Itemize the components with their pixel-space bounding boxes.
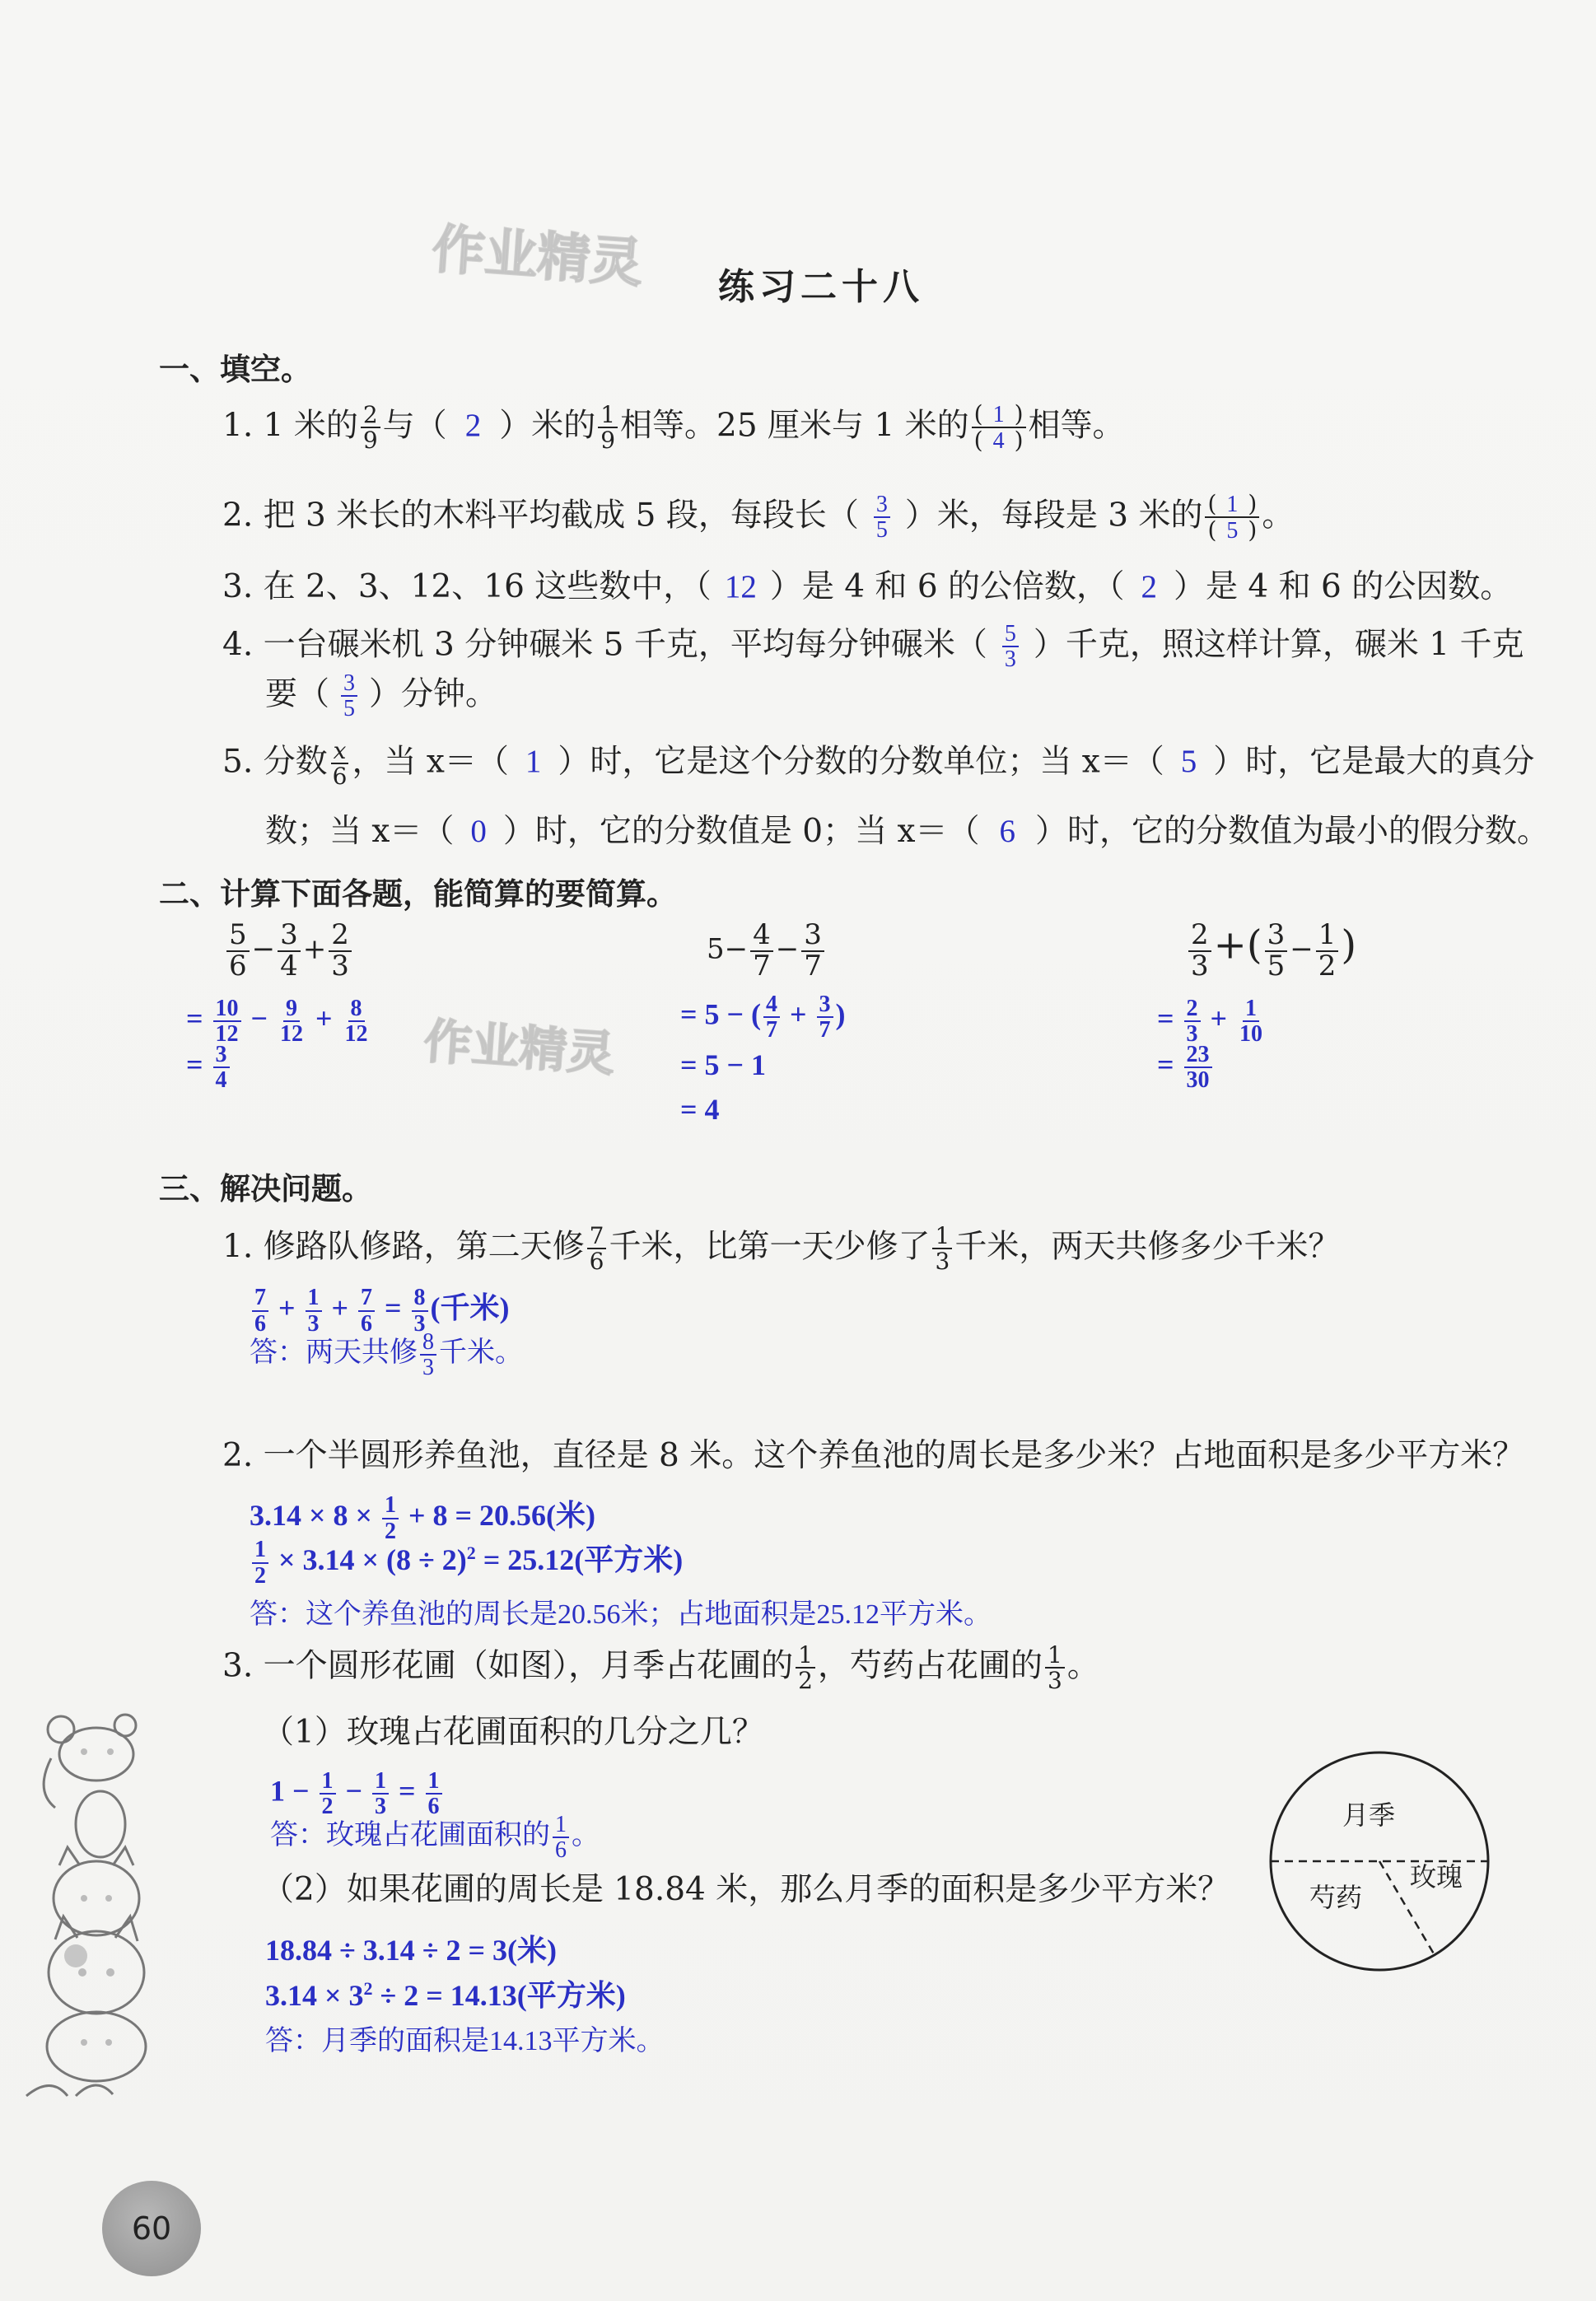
problem-3-sub-1-solution: 1 − $\frac{1}{2}$ − $\frac{1}{3}$ = $\frac{1}{6}$ [270, 1769, 445, 1819]
answer: $\frac{5}{3}$ [1002, 622, 1019, 672]
page-number: 60 [102, 2181, 201, 2276]
calc-1-step-1: = $\frac{10}{12}$ − $\frac{9}{12}$ + $\frac{8}{12}$ [186, 996, 368, 1048]
fill-question-4-line2: 要（ $\frac{3}{5}$ ）分钟。 [265, 670, 498, 722]
label-yueji: 月季 [1342, 1799, 1396, 1831]
answer: $\frac{3}{5}$ [874, 492, 890, 543]
problem-2-text: 2. 一个半圆形养鱼池，直径是 8 米。这个养鱼池的周长是多少米？占地面积是多少平方米？ [222, 1437, 1525, 1474]
calc-3-step-1: = $\frac{2}{3}$ + $\frac{1}{10}$ [1157, 996, 1263, 1048]
answer: 5 [1226, 518, 1239, 544]
problem-2-solution-2: $\frac{1}{2}$ × $3.14 \times (8 \div 2)^2 = 25.12$(平方米) [250, 1537, 683, 1588]
answer: 1 [992, 402, 1005, 427]
fill-question-5-line2: 数；当 x＝（ 0 ）时，它的分数值是 0；当 x＝（ 6 ）时，它的分数值为最小的假分数。 [265, 813, 1550, 850]
problem-3-sub-2-answer: 答：月季的面积是14.13平方米。 [265, 2026, 665, 2056]
problem-1-solution: $\frac{7}{6}$ + $\frac{1}{3}$ + $\frac{7}{6}$ = $\frac{8}{3}$ (千米) [250, 1285, 510, 1336]
calc-expression-1: $\frac{5}{6}$ − $\frac{3}{4}$ + $\frac{2}{3}$ [224, 921, 354, 981]
answer: 2 [1141, 569, 1158, 604]
section-heading-calculation: 二、计算下面各题，能简算的要简算。 [159, 876, 677, 912]
calc-1-step-2: = $\frac{3}{4}$ [186, 1043, 232, 1093]
problem-3-sub-1: （1）玫瑰占花圃面积的几分之几？ [262, 1714, 764, 1751]
problem-3-sub-2-solution-1: 18.84 ÷ 3.14 ÷ 2 = 3(米) [265, 1934, 558, 1967]
problem-2-answer: 答：这个养鱼池的周长是20.56米；占地面积是25.12平方米。 [250, 1599, 992, 1630]
calc-expression-2: 5− $\frac{4}{7}$ − $\frac{3}{7}$ [707, 921, 827, 981]
answer: 6 [999, 814, 1016, 849]
answer: 5 [1180, 744, 1197, 780]
problem-2-solution-1: 3.14 × 8 × $\frac{1}{2}$ + 8 = 20.56(米) [250, 1492, 596, 1544]
calc-2-step-1: = 5 − ( $\frac{4}{7}$ + $\frac{3}{7}$ ) [680, 992, 846, 1043]
calc-2-step-3: = 4 [680, 1093, 720, 1126]
fill-question-1: 1. 1 米的 $\frac{2}{9}$ 与（ 2 ）米的 $\frac{1}{9}$ 相等。25 厘米与 1 米的 $\frac{( 1 )}{( 4 )}$ 相等。 [222, 400, 1125, 455]
section-heading-fill-blanks: 一、填空。 [159, 352, 311, 387]
flower-bed-diagram [1260, 1742, 1499, 1981]
calc-3-step-2: = $\frac{23}{30}$ [1157, 1043, 1215, 1093]
label-meigui: 玫瑰 [1410, 1861, 1463, 1893]
problem-3-sub-2-solution-2: $3.14 \times 3^2 \div 2 = 14.13$(平方米) [265, 1978, 626, 2012]
answer: 1 [525, 744, 542, 780]
problem-3-sub-2: （2）如果花圃的周长是 18.84 米，那么月季的面积是多少平方米？ [262, 1871, 1230, 1908]
answer: 0 [470, 814, 487, 849]
label-shaoyao: 芍药 [1309, 1882, 1363, 1913]
problem-3-text: 3. 一个圆形花圃（如图），月季占花圃的 $\frac{1}{2}$ ，芍药占花圃的 $\frac{1}{3}$ 。 [222, 1641, 1099, 1695]
answer: $\frac{3}{5}$ [341, 671, 357, 721]
answer: 2 [464, 408, 482, 444]
page-title: 练习二十八 [718, 266, 924, 308]
fill-question-3: 3. 在 2、3、12、16 这些数中，（ 12 ）是 4 和 6 的公倍数，（ 2 ）是 4 和 6 的公因数。 [222, 568, 1513, 605]
problem-1-answer: 答：两天共修 $\frac{8}{3}$ 千米。 [250, 1328, 523, 1381]
watermark: 作业精灵 [422, 1012, 617, 1082]
answer: 12 [724, 569, 757, 604]
fill-question-4-line1: 4. 一台碾米机 3 分钟碾米 5 千克，平均每分钟碾米（ $\frac{5}{3}$ ）千克，照这样计算，碾米 1 千克 [222, 621, 1524, 673]
cat-stack-illustration [18, 1701, 158, 2104]
calc-2-step-2: = 5 − 1 [680, 1048, 767, 1081]
problem-3-sub-1-answer: 答：玫瑰占花圃面积的 $\frac{1}{6}$ 。 [270, 1811, 600, 1864]
problem-1-text: 1. 修路队修路，第二天修 $\frac{7}{6}$ 千米，比第一天少修了 $\frac{1}{3}$ 千米，两天共修多少千米？ [222, 1222, 1341, 1276]
answer: 4 [992, 428, 1005, 455]
fill-question-2: 2. 把 3 米长的木料平均截成 5 段，每段长（ $\frac{3}{5}$ ）米，每段是 3 米的 $\frac{( 1 )}{( 5 )}$ 。 [222, 490, 1295, 544]
calc-expression-3: $\frac{2}{3}$ +( $\frac{3}{5}$ − $\frac{1}{2}$ ) [1186, 921, 1356, 981]
answer: 1 [1226, 492, 1239, 517]
section-heading-word-problems: 三、解决问题。 [159, 1171, 372, 1207]
fill-question-5-line1: 5. 分数 $\frac{x}{6}$ ，当 x＝（ 1 ）时，它是这个分数的分数单位；当 x＝（ 5 ）时，它是最大的真分 [222, 737, 1535, 791]
watermark: 作业精灵 [430, 219, 645, 295]
